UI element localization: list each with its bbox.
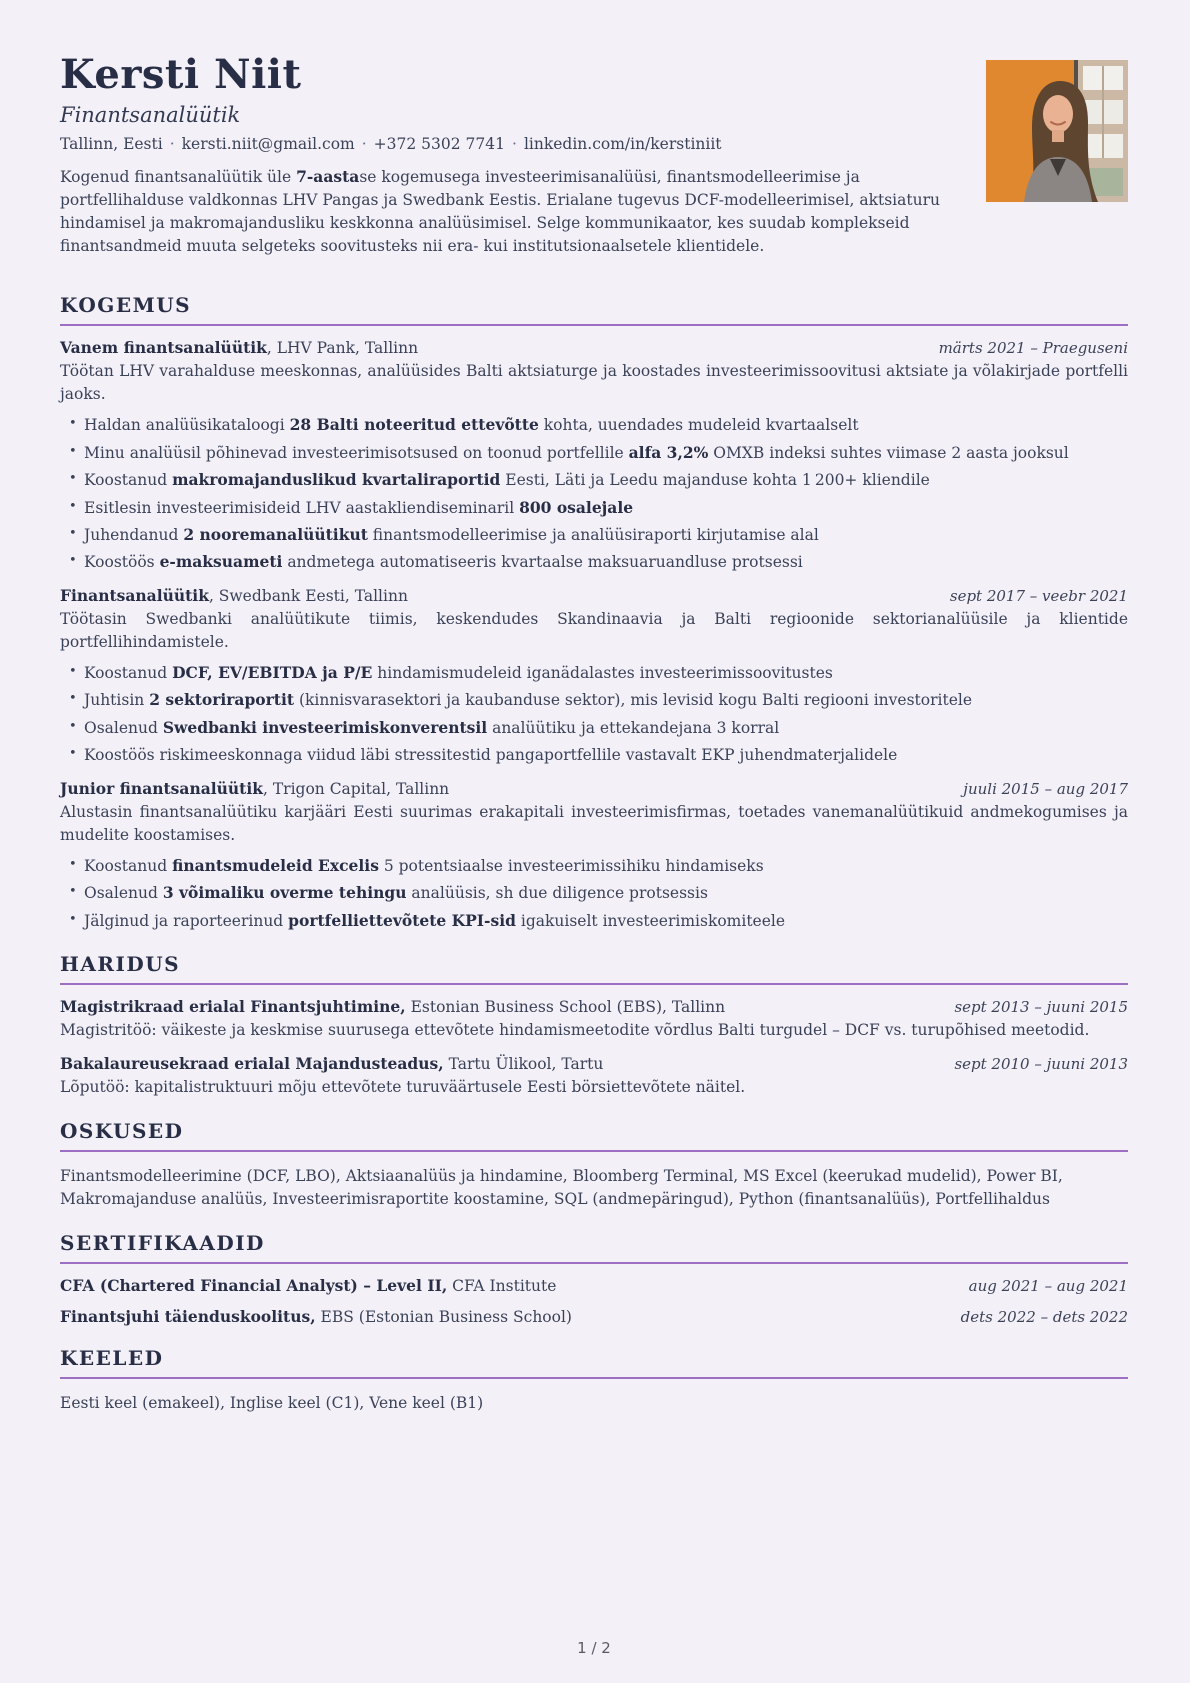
section-certificates [60,1231,1128,1326]
bullet-item: • Koostanud makromajanduslikud kvartaliraportid Eesti, Läti ja Leedu majanduse kohta 1 200+ kliendile [60,469,1128,491]
degree-school: Tartu Ülikool, Tartu [443,1054,604,1073]
certificate-issuer: EBS (Estonian Business School) [315,1308,572,1327]
job-bullets [60,414,1128,574]
bullet-item: • Juhendanud 2 nooremanalüütikut finantsmodelleerimise ja analüüsiraporti kirjutamise alal [60,524,1128,546]
section-experience [60,293,1128,932]
bullet-item: • Jälginud ja raporteerinud portfelliettevõtete KPI-sid igakuiselt investeerimiskomiteele [60,910,1128,932]
job-description: Alustasin finantsanalüütiku karjääri Eesti suurimas erakapitali investeerimisfirmas, toetades vanemanalüütikuid andmekogumises ja mudelite koostamises. [60,802,1128,844]
job-title: Finantsanalüütik [60,585,209,605]
degree-dates: sept 2010 – juuni 2013 [954,1054,1128,1073]
contact-line [60,135,942,153]
header [60,51,1128,273]
resume-content [60,51,1128,1621]
dot-separator: · [361,135,367,153]
certificate-entry [60,1276,1128,1295]
degree-description: Lõputöö: kapitalistruktuuri mõju ettevõtete turuväärtusele Eesti börsiettevõtete näitel. [60,1077,746,1096]
person-job-title: Finantsanalüütik [60,103,241,127]
job-dates: märts 2021 – Praeguseni [938,339,1128,358]
job-dates: sept 2017 – veebr 2021 [949,586,1128,605]
bullet-item: • Juhtisin 2 sektoriraportit (kinnisvarasektori ja kaubanduse sektor), mis levisid kogu Balti regiooni investoritele [60,689,1128,711]
contact-linkedin: linkedin.com/in/kerstiniit [523,135,722,153]
summary-paragraph: Kogenud finantsanalüütik üle 7-aastase kogemusega investeerimisanalüüsi, finantsmodelleerimise ja portfellihalduse valdkonnas LHV Pangas ja Swedbank Eestis. Erialane tugevus DCF-modelleerimisel, aktsiaturu hindamisel ja makromajandusliku keskkonna analüüsimisel. Selge kommunikaator, kes suudab komplekseid finantsandmeid muuta selgeteks soovitusteks nii era- kui institutsionaalsetele klientidele. [60,167,940,255]
contact-email: kersti.niit@gmail.com [181,135,355,153]
page-footer [60,1621,1128,1683]
bullet-item: • Koostanud finantsmudeleid Excelis 5 potentsiaalse investeerimissihiku hindamiseks [60,855,1128,877]
section-heading-education: HARIDUS [60,952,1128,985]
section-skills [60,1119,1128,1212]
bullet-item: • Osalenud Swedbanki investeerimiskonverentsil analüütiku ja ettekandejana 3 korral [60,717,1128,739]
degree-description: Magistritöö: väikeste ja keskmise suurusega ettevõtete hindamismeetodite võrdlus Balti turgudel – DCF vs. turupõhised meetodid. [60,1020,1090,1039]
degree-title: Magistrikraad erialal Finantsjuhtimine, [60,996,406,1016]
section-heading-certificates: SERTIFIKAADID [60,1231,1128,1264]
bullet-item: • Koostanud DCF, EV/EBITDA ja P/E hindamismudeleid iganädalastes investeerimissoovitustes [60,662,1128,684]
bullet-item: • Esitlesin investeerimisideid LHV aastakliendiseminaril 800 osalejale [60,497,1128,519]
skills-list: Finantsmodelleerimine (DCF, LBO), Aktsiaanalüüs ja hindamine, Bloomberg Terminal, MS Excel (keerukad mudelid), Power BI, Makromajanduse analüüs, Investeerimisraportite koostamine, SQL (andmepäringud), Python (finantsanalüüs), Portfellihaldus [60,1166,1063,1209]
job-title: Vanem finantsanalüütik [60,338,267,358]
experience-entry [60,779,1128,932]
experience-entry [60,586,1128,767]
education-entry [60,1054,1128,1099]
person-name: Kersti Niit [60,51,302,98]
contact-phone: +372 5302 7741 [373,135,505,153]
job-bullets [60,662,1128,767]
degree-dates: sept 2013 – juuni 2015 [954,997,1128,1016]
dot-separator: · [512,135,517,153]
job-org: , Trigon Capital, Tallinn [262,779,450,798]
section-heading-skills: OSKUSED [60,1119,1128,1152]
education-entry [60,997,1128,1042]
experience-entry [60,338,1128,574]
job-title: Junior finantsanalüütik [60,778,263,798]
page-number: 1 / 2 [577,1639,611,1657]
certificate-dates: aug 2021 – aug 2021 [968,1277,1128,1296]
degree-title: Bakalaureusekraad erialal Majandusteadus, [60,1053,444,1073]
bullet-item: • Koostöös riskimeeskonnaga viidud läbi stressitestid pangaportfellile vastavalt EKP juhendmaterjalidele [60,744,1128,766]
profile-photo [986,60,1128,202]
job-description: Töötan LHV varahalduse meeskonnas, analüüsides Balti aktsiaturge ja koostades investeerimissoovitusi aktsiate ja võlakirjade portfelli jaoks. [60,362,1128,404]
contact-location: Tallinn, Eesti [60,135,163,153]
certificate-dates: dets 2022 – dets 2022 [960,1308,1128,1327]
job-bullets [60,855,1128,932]
section-heading-languages: KEELED [60,1346,1128,1379]
dot-separator: · [169,135,175,153]
certificate-entry [60,1307,1128,1326]
job-dates: juuli 2015 – aug 2017 [963,779,1128,798]
section-languages [60,1346,1128,1415]
bullet-item: • Osalenud 3 võimaliku overme tehingu analüüsis, sh due diligence protsessis [60,882,1128,904]
bullet-item: • Haldan analüüsikataloogi 28 Balti noteeritud ettevõtte kohta, uuendades mudeleid kvartaalselt [60,414,1128,436]
section-heading-experience: KOGEMUS [60,293,1128,326]
languages-list: Eesti keel (emakeel), Inglise keel (C1), Vene keel (B1) [60,1394,484,1413]
bullet-item: • Minu analüüsil põhinevad investeerimisotsused on toonud portfellile alfa 3,2% OMXB indeksi suhtes viimase 2 aasta jooksul [60,442,1128,464]
section-education [60,952,1128,1099]
certificate-issuer: CFA Institute [447,1277,557,1296]
job-org: , Swedbank Eesti, Tallinn [208,586,408,605]
job-description: Töötasin Swedbanki analüütikute tiimis, keskendudes Skandinaavia ja Balti regioonide sektorianalüüsile ja klientide portfellihindamistele. [60,609,1128,651]
certificate-title: Finantsjuhi täienduskoolitus, [60,1307,316,1327]
degree-school: Estonian Business School (EBS), Tallinn [405,997,726,1016]
bullet-item: • Koostöös e-maksuameti andmetega automatiseeris kvartaalse maksuaruandluse protsessi [60,551,1128,573]
certificate-title: CFA (Chartered Financial Analyst) – Level II, [60,1276,448,1296]
job-org: , LHV Pank, Tallinn [266,339,419,358]
